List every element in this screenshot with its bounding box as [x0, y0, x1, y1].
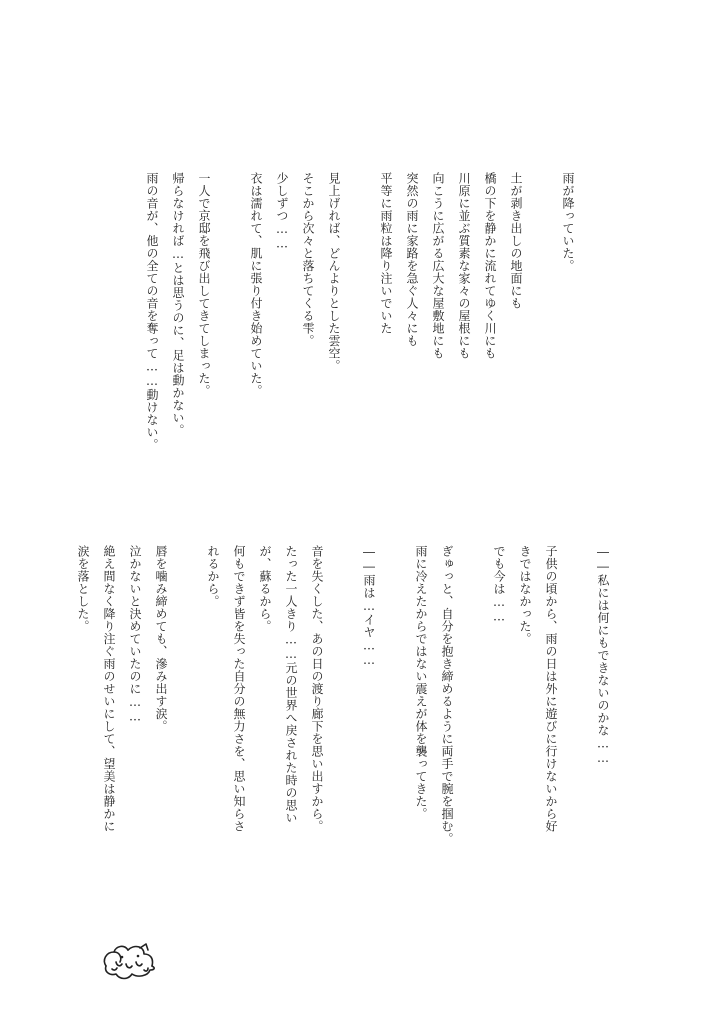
- text-line: 涙を落とした。: [76, 545, 90, 633]
- text-line: でも今は……: [492, 545, 506, 624]
- text-line: 橋の下を静かに流れてゆく川にも: [483, 172, 497, 360]
- paragraph-gap: [217, 172, 243, 492]
- text-line: 少しずつ……: [275, 172, 289, 251]
- bottom-text-block: [70, 545, 616, 905]
- text-line: 泣かないと決めていたのに……: [128, 545, 142, 724]
- text-line: 川原に並ぶ質素な家々の屋根にも: [457, 172, 471, 360]
- text-line: 突然の雨に家路を急ぐ人々にも: [405, 172, 419, 347]
- text-line: 音を失くした、あの日の渡り廊下を思い出すから。: [310, 545, 324, 833]
- text-line: ぎゅっと、自分を抱き締めるように両手で腕を掴む。: [440, 545, 454, 845]
- text-line: 見上げれば、どんよりとした雲空。: [327, 172, 341, 372]
- text-line: そこから次々と落ちてくる雫。: [301, 172, 315, 347]
- text-line: きではなかった。: [518, 545, 532, 645]
- text-line: 衣は濡れて、肌に張り付き始めていた。: [249, 172, 263, 397]
- text-line: ――私には何にもできないのかな……: [596, 545, 610, 766]
- text-line: 雨が降っていた。: [561, 172, 575, 272]
- paragraph-gap: [174, 545, 200, 905]
- text-line: れるから。: [206, 545, 220, 608]
- paragraph-gap: [347, 172, 373, 492]
- paragraph-gap: [529, 172, 555, 492]
- text-line: 雨に冷えたからではない震えが体を襲ってきた。: [414, 545, 428, 820]
- text-line: ――雨は…イヤ……: [362, 545, 376, 668]
- text-line: 絶え間なく降り注ぐ雨のせいにして、望美は静かに: [102, 545, 116, 833]
- text-line: たった一人きり……元の世界へ戻された時の思い: [284, 545, 298, 824]
- doodle-logo-icon: [100, 940, 162, 982]
- text-line: 帰らなければ…とは思うのに、足は動かない。: [171, 172, 185, 437]
- text-line: 唇を噛み締めても、滲み出す涙。: [154, 545, 168, 733]
- paragraph-gap: [382, 545, 408, 905]
- logo-dot: [137, 955, 140, 958]
- text-line: 子供の頃から、雨の日は外に遊びに行けないから好: [544, 545, 558, 833]
- logo-dot: [121, 956, 124, 959]
- text-line: 一人で京邸を飛び出してきてしまった。: [197, 172, 211, 397]
- text-line: 土が剥き出しの地面にも: [509, 172, 523, 310]
- paragraph-gap: [564, 545, 590, 905]
- paragraph-gap: [460, 545, 486, 905]
- paragraph-gap: [330, 545, 356, 905]
- text-line: が、蘇るから。: [258, 545, 272, 633]
- text-line: 平等に雨粒は降り注いでいた: [379, 172, 393, 335]
- text-line: 何もできず皆を失った自分の無力さを、思い知らさ: [232, 545, 246, 833]
- text-line: 雨の音が、他の全ての音を奪って……動けない。: [145, 172, 159, 451]
- top-text-block: [139, 172, 581, 492]
- text-line: 向こうに広がる広大な屋敷地にも: [431, 172, 445, 360]
